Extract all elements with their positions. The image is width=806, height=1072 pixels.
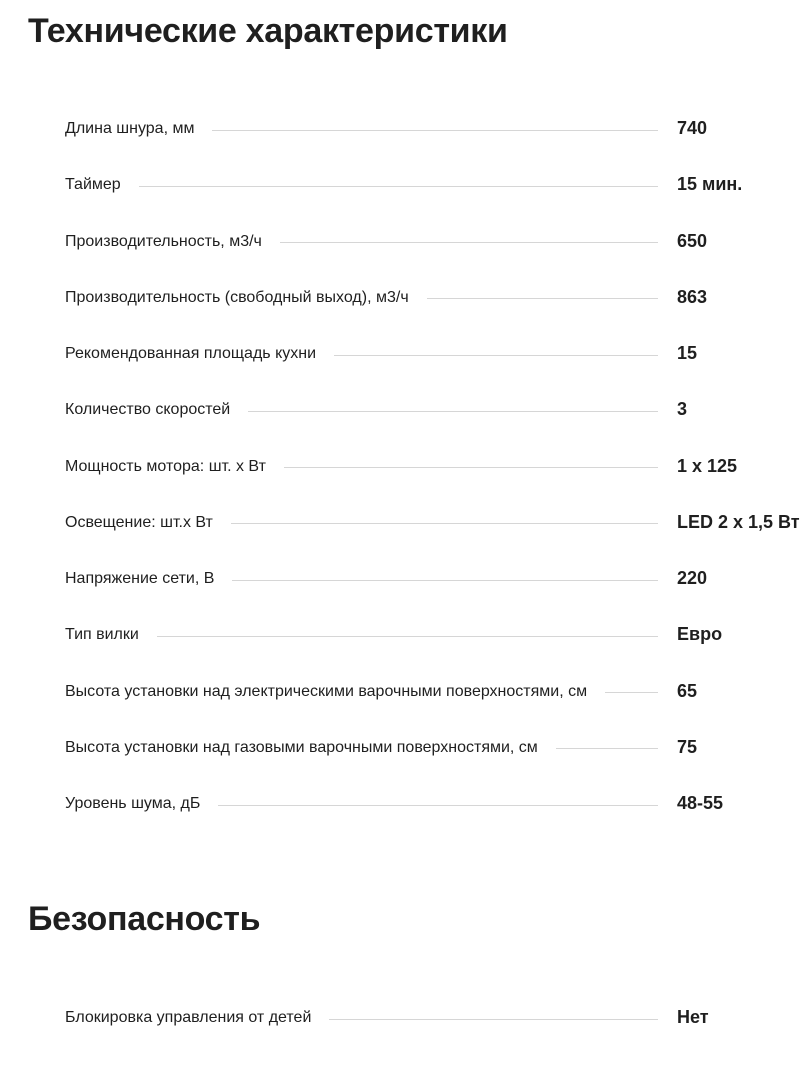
leader-line xyxy=(605,692,658,693)
safety-section-title: Безопасность xyxy=(28,900,261,938)
spec-value: 650 xyxy=(677,230,708,251)
spec-row-motor-power xyxy=(0,454,806,510)
spec-row-height-electric xyxy=(0,679,806,735)
spec-label: Производительность (свободный выход), м3/ч xyxy=(65,288,409,306)
spec-row-capacity xyxy=(0,229,806,285)
spec-row-plug-type xyxy=(0,622,806,678)
spec-label: Уровень шума, дБ xyxy=(65,795,201,812)
spec-row-child-lock xyxy=(0,1005,806,1061)
spec-value: 1 х 125 xyxy=(677,455,738,476)
spec-value: 863 xyxy=(677,286,708,307)
leader-line xyxy=(157,636,658,637)
leader-line xyxy=(231,523,658,524)
spec-label: Напряжение сети, В xyxy=(65,570,215,587)
spec-value: 220 xyxy=(677,568,708,588)
spec-label: Производительность, м3/ч xyxy=(65,232,262,250)
spec-row-noise xyxy=(0,791,806,847)
spec-row-speeds xyxy=(0,397,806,453)
spec-row-kitchen-area xyxy=(0,341,806,397)
spec-value: LED 2 х 1,5 Вт xyxy=(677,511,800,532)
spec-value: 15 xyxy=(677,343,698,363)
spec-value: 15 мин. xyxy=(677,174,743,195)
spec-label: Высота установки над газовыми варочными поверхностями, см xyxy=(65,738,538,756)
spec-row-timer xyxy=(0,172,806,228)
leader-line xyxy=(248,411,658,412)
leader-line xyxy=(139,186,658,187)
leader-line xyxy=(280,242,658,243)
spec-row-capacity-free-outlet xyxy=(0,285,806,341)
spec-value: Нет xyxy=(677,1007,709,1027)
leader-line xyxy=(334,355,658,356)
spec-label: Освещение: шт.х Вт xyxy=(65,513,213,531)
safety-list xyxy=(0,1005,806,1061)
specs-list xyxy=(0,116,806,847)
spec-value: 48-55 xyxy=(677,793,724,813)
spec-label: Рекомендованная площадь кухни xyxy=(65,345,317,362)
spec-label: Таймер xyxy=(65,176,121,194)
spec-label: Длина шнура, мм xyxy=(65,120,195,137)
spec-label: Высота установки над электрическими варочными поверхностями, см xyxy=(65,682,588,700)
leader-line xyxy=(329,1019,658,1020)
spec-value: 3 xyxy=(677,399,688,420)
specs-section-title: Технические характеристики xyxy=(28,12,508,50)
spec-value: Евро xyxy=(677,624,723,645)
spec-row-cord-length xyxy=(0,116,806,172)
spec-row-voltage xyxy=(0,566,806,622)
spec-label: Тип вилки xyxy=(65,626,139,644)
spec-value: 740 xyxy=(677,118,708,138)
spec-row-height-gas xyxy=(0,735,806,791)
leader-line xyxy=(232,580,658,581)
spec-label: Мощность мотора: шт. х Вт xyxy=(65,457,266,475)
leader-line xyxy=(427,298,658,299)
leader-line xyxy=(556,748,658,749)
leader-line xyxy=(284,467,658,468)
leader-line xyxy=(218,805,658,806)
spec-label: Блокировка управления от детей xyxy=(65,1009,312,1026)
spec-label: Количество скоростей xyxy=(65,401,231,419)
spec-value: 65 xyxy=(677,680,698,701)
spec-value: 75 xyxy=(677,736,698,757)
leader-line xyxy=(212,130,658,131)
spec-row-lighting xyxy=(0,510,806,566)
